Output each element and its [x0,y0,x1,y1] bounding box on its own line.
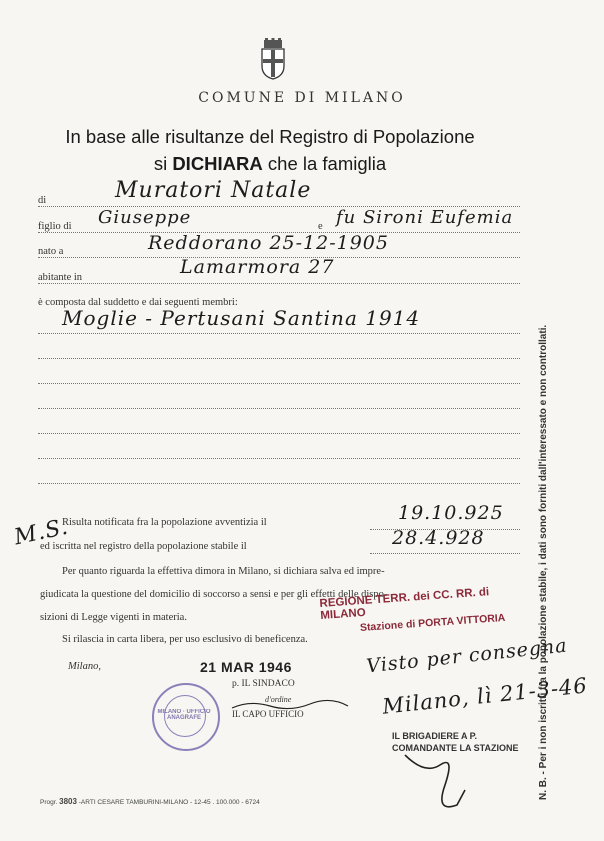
margin-initials: M.S. [11,514,71,551]
abitante-label: abitante in [38,272,83,283]
paragraph-line1: Per quanto riguarda la effettiva dimora in Milano, si dichiara salva ed impre- [62,566,385,577]
comandante-label: COMANDANTE LA STAZIONE [392,743,519,753]
handwritten-date: Milano, lì 21-3-46 [381,673,589,719]
capo-ufficio-label: IL CAPO UFFICIO [232,709,304,719]
municipality-name: COMUNE DI MILANO [198,90,406,106]
member-line-1 [38,333,520,334]
per-consegna-note: Visto per consegna [365,634,569,678]
place-label: Milano, [68,661,101,672]
member-line-3 [38,383,520,384]
iscritta-date: 28.4.928 [392,527,485,549]
figlio-label: figlio di [38,221,72,232]
nato-label: nato a [38,246,64,257]
document-title-line1: In base alle risultanze del Registro di Popolazione [65,126,475,147]
declaration-word: DICHIARA [172,153,263,174]
capo-ufficio-signature-icon [230,698,350,712]
e-label: e [318,221,323,232]
composta-value: Moglie - Pertusani Santina 1914 [62,306,421,330]
di-label: di [38,195,47,206]
side-note-column [534,110,554,800]
notificata-text: Risulta notificata fra la popolazione avventizia il [62,517,267,528]
side-note: N. B. - Per i non iscritti fra la popolazione stabile, i dati sono forniti dall'interessato e non controllati. [538,324,549,800]
carabinieri-stamp-line2: Stazione di PORTA VITTORIA [359,611,506,634]
nato-value: Reddorano 25-12-1905 [148,232,389,254]
printer-info: -ARTI CESARE TAMBURINI-MILANO - 12-45 . 100.000 - 6724 [78,799,260,806]
abitante-line [38,283,520,284]
abitante-value: Lamarmora 27 [180,256,335,278]
carabinieri-stamp-line1: REGIONE TERR. dei CC. RR. di MILANO [319,586,490,622]
iscritta-text: ed iscritta nel registro della popolazione stabile il [40,541,247,552]
milan-coat-of-arms-icon [258,38,288,80]
paragraph-line2: giudicata la questione del domicilio di soccorso a sensi e per gli effetti delle dispo- [40,589,388,600]
round-stamp-text: MILANO · UFFICIO ANAGRAFE [157,709,211,721]
member-line-4 [38,408,520,409]
carabinieri-stamp [319,586,538,634]
sindaco-label: p. IL SINDACO [232,679,295,689]
e-value: fu Sironi Eufemia [336,207,514,228]
notificata-date: 19.10.925 [398,502,504,524]
member-line-6 [38,458,520,459]
rilascia-text: Si rilascia in carta libera, per uso esclusivo di beneficenza. [62,634,308,645]
commander-signature-icon [395,745,475,815]
paragraph-line3: sizioni di Legge vigenti in materia. [40,612,187,623]
di-value: Muratori Natale [115,178,312,203]
figlio-value: Giuseppe [98,207,192,228]
printer-footer: Progr. 3803 -ARTI CESARE TAMBURINI-MILANO - 12-45 . 100.000 - 6724 [40,797,260,806]
member-line-2 [38,358,520,359]
member-line-7 [38,483,520,484]
ordine-label: d'ordine [265,695,292,704]
member-line-5 [38,433,520,434]
date-stamp: 21 MAR 1946 [200,659,292,675]
composta-label: è composta dal suddetto e dai seguenti membri: [38,297,238,308]
brigadiere-label: IL BRIGADIERE A P. [392,731,478,741]
progr-number: 3803 [59,797,77,806]
document-title-line2: si DICHIARA che la famiglia [153,153,387,174]
